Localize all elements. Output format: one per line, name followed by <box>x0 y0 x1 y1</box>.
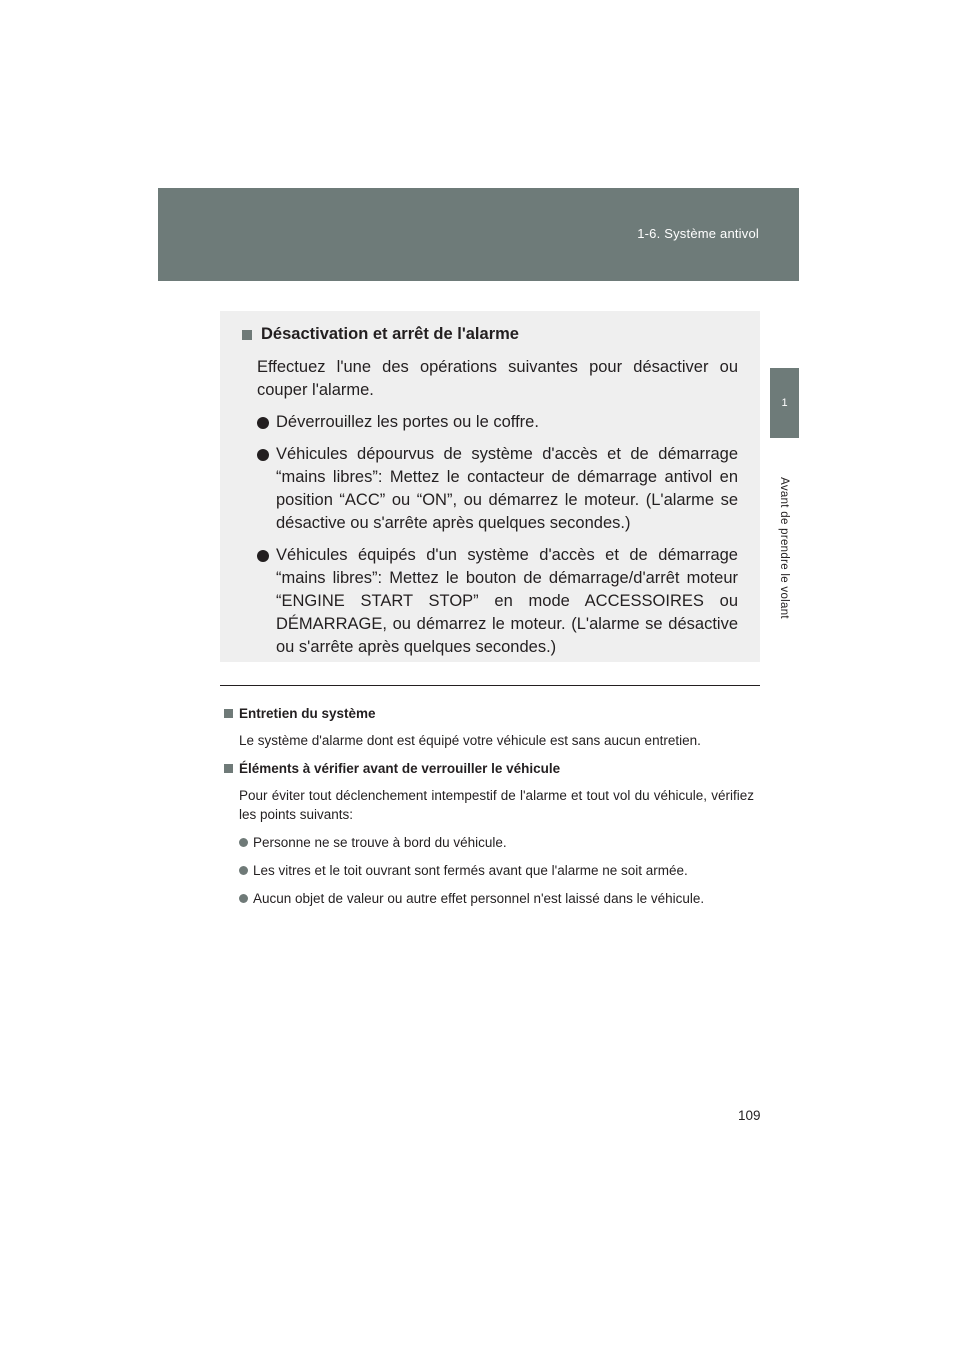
list-item-text: Véhicules équipés d'un système d'accès et de démarrage “mains libres”: Mettez le bouton de démarrage/d'arrêt moteur “ENGINE START STOP” en mode ACCESSOIRES ou DÉMARRAGE, ou démarrez le moteur. (L'alarme se désactive ou s'arrête après quelques secondes.) <box>276 546 738 656</box>
list-item-text: Personne ne se trouve à bord du véhicule. <box>253 835 507 850</box>
bullet-dot-icon <box>257 417 269 429</box>
maintenance-heading <box>224 704 754 723</box>
chapter-tab <box>770 368 799 438</box>
list-item <box>257 544 738 659</box>
maintenance-heading-text: Entretien du système <box>239 706 376 721</box>
page-number: 109 <box>738 1108 761 1123</box>
list-item-text: Déverrouillez les portes ou le coffre. <box>276 413 539 431</box>
list-item-text: Aucun objet de valeur ou autre effet personnel n'est laissé dans le véhicule. <box>253 891 705 906</box>
list-item <box>239 889 754 908</box>
square-bullet-icon <box>224 709 233 718</box>
bullet-dot-icon <box>239 894 248 903</box>
chapter-number: 1 <box>781 397 788 409</box>
checks-heading <box>224 759 754 778</box>
info-box-intro: Effectuez l'une des opérations suivantes pour désactiver ou couper l'alarme. <box>257 358 738 399</box>
section-divider <box>220 685 760 686</box>
info-box-heading <box>242 323 738 346</box>
notes-section <box>224 704 754 917</box>
square-bullet-icon <box>242 330 252 340</box>
list-item <box>239 833 754 852</box>
alarm-info-box <box>220 311 760 662</box>
list-item-text: Véhicules dépourvus de système d'accès et de démarrage “mains libres”: Mettez le contacteur de démarrage antivol en position “ACC” ou “ON”, ou démarrez le moteur. (L'alarme se désactive ou s'arrête après quelques secondes.) <box>276 445 738 532</box>
checks-text: Pour éviter tout déclenchement intempestif de l'alarme et tout vol du véhicule, vérifiez les points suivants: <box>239 788 754 822</box>
list-item <box>257 411 738 434</box>
bullet-dot-icon <box>239 838 248 847</box>
bullet-dot-icon <box>257 449 269 461</box>
chapter-label: Avant de prendre le volant <box>778 477 790 619</box>
list-item-text: Les vitres et le toit ouvrant sont fermés avant que l'alarme ne soit armée. <box>253 863 688 878</box>
square-bullet-icon <box>224 764 233 773</box>
checks-heading-text: Éléments à vérifier avant de verrouiller le véhicule <box>239 761 561 776</box>
list-item <box>257 443 738 535</box>
info-box-heading-text: Désactivation et arrêt de l'alarme <box>261 325 519 343</box>
section-header <box>158 188 799 281</box>
list-item <box>239 861 754 880</box>
bullet-dot-icon <box>239 866 248 875</box>
maintenance-text: Le système d'alarme dont est équipé votre véhicule est sans aucun entretien. <box>239 733 701 748</box>
bullet-dot-icon <box>257 550 269 562</box>
section-title: 1-6. Système antivol <box>637 226 759 241</box>
